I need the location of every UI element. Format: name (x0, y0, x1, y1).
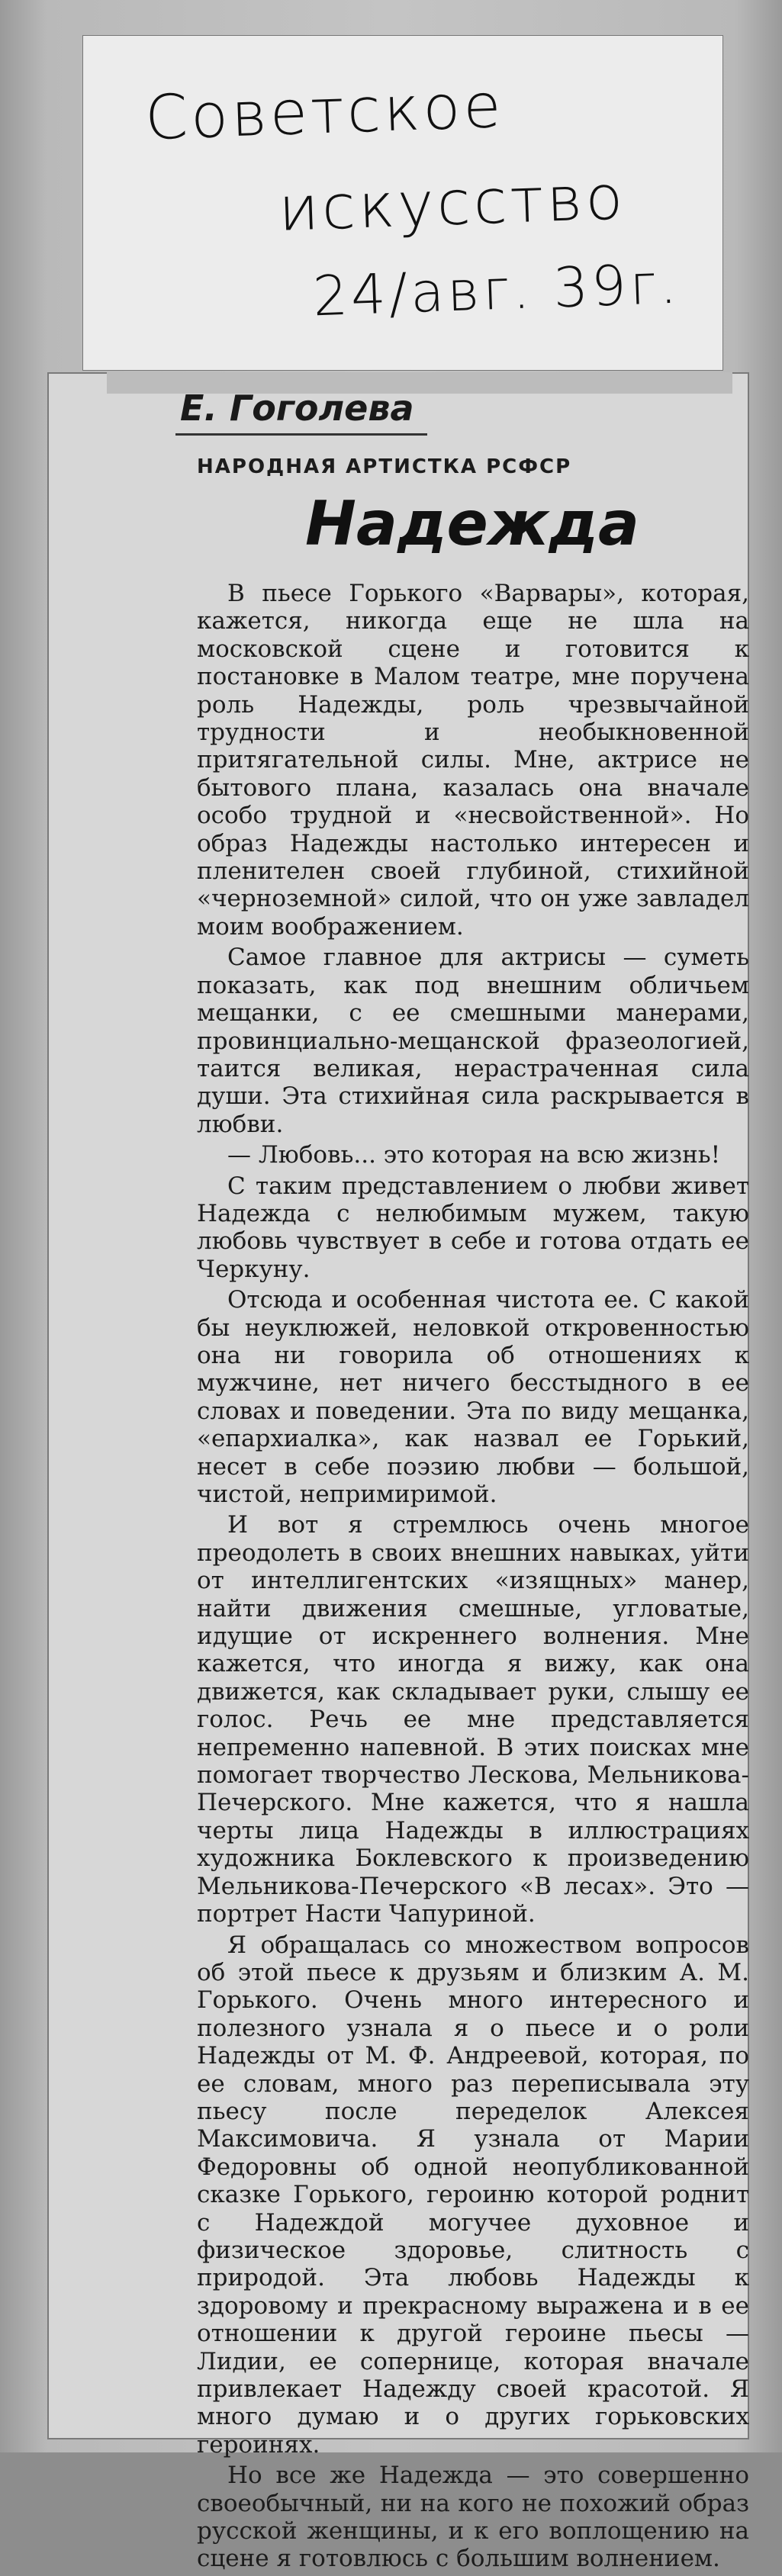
article-body (197, 580, 749, 2576)
paragraph: Самое главное для актрисы — суметь показать, как под внешним обличьем мещанки, с ее смешными манерами, провинциально-мещанской фразеологией, таится великая, нерастраченная сила души. Эта стихийная сила раскрывается в любви. (197, 944, 749, 1138)
article-author: Е. Гоголева (180, 388, 414, 429)
author-rank: НАРОДНАЯ АРТИСТКА РСФСР (197, 455, 572, 478)
handwritten-newspaper-name: Советское (143, 69, 505, 154)
paragraph: Отсюда и особенная чистота ее. С какой бы неуклюжей, неловкой откровенностью она ни говорила об отношениях к мужчине, нет ничего бесстыдного в ее словах и поведении. Эта по виду мещанка, «епархиалка», как назвал ее Горький, несет в себе поэзию любви — большой, чистой, непримиримой. (197, 1286, 749, 1508)
paragraph: Я обращалась со множеством вопросов об этой пьесе к друзьям и близким А. М. Горького. Очень много интересного и полезного узнала я о пьесе и о роли Надежды от М. Ф. Андреевой, которая, по ее словам, много раз переписывала эту пьесу после переделок Алексея Максимовича. Я узнала от Марии Федоровны об одной неопубликованной сказке Горького, героиню которой роднит с Надеждой могучее духовное и физическое здоровье, слитность с природой. Эта любовь Надежды к здоровому и прекрасному выражена и в ее отношении к другой героине пьесы — Лидии, ее сопернице, которая вначале привлекает Надежду своей красотой. Я много думаю и о других горьковских героинях. (197, 1931, 749, 2459)
paragraph: В пьесе Горького «Варвары», которая, кажется, никогда еще не шла на московской сцене и готовится к постановке в Малом театре, мне поручена роль Надежды, роль чрезвычайной трудности и необыкновенной притягательной силы. Мне, актрисе не бытового плана, казалась она вначале особо трудной и «несвойственной». Но образ Надежды настолько интересен и пленителен своей глубиной, стихийной «черноземной» силой, что он уже завладел моим воображением. (197, 580, 749, 941)
paragraph: С таким представлением о любви живет Надежда с нелюбимым мужем, такую любовь чувствует в себе и готова отдать ее Черкуну. (197, 1172, 749, 1283)
article-title: Надежда (305, 488, 640, 559)
paragraph: И вот я стремлюсь очень многое преодолеть в своих внешних навыках, уйти от интеллигентских «изящных» манер, найти движения смешные, угловатые, идущие от искреннего волнения. Мне кажется, что иногда я вижу, как она движется, как складывает руки, слышу ее голос. Речь ее мне представляется непременно напевной. В этих поисках мне помогает творчество Лескова, Мельникова-Печерского. Мне кажется, что я нашла черты лица Надежды в иллюстрациях художника Боклевского к произведению Мельникова-Печерского «В лесах». Это — портрет Насти Чапуриной. (197, 1511, 749, 1928)
paragraph: Но все же Надежда — это совершенно своеобычный, ни на кого не похожий образ русской женщины, и к его воплощению на сцене я готовлюсь с большим волнением. (197, 2462, 749, 2573)
handwritten-newspaper-name-line2: искусство (277, 162, 627, 245)
paragraph: — Любовь... это которая на всю жизнь! (227, 1141, 721, 1169)
author-underline (175, 433, 427, 436)
handwritten-date: 24/авг. 39г. (311, 251, 681, 329)
